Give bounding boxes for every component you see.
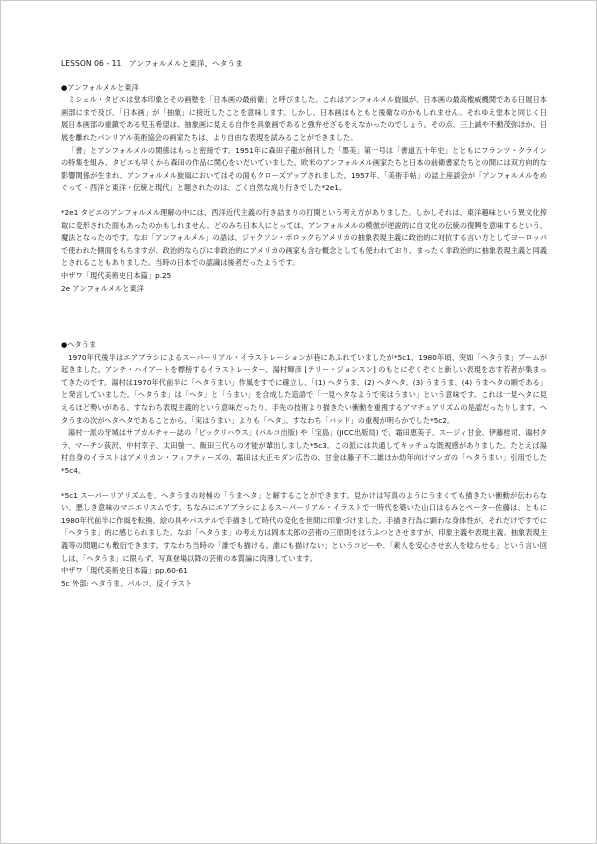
section-heading: ●アンフォルメルと東洋 — [61, 82, 139, 92]
footnote: *5c1 スーパーリアリズムを、ヘタうまの対極の「うまヘタ」と解することができます。見かけは写真のようにうまくても描きたい衝動が伝わらない、悪しき意味のマニエリスムです。ちなみにエアブラシによるスーパーリアル・イラストで一時代を築いた山口はるみとペーター佐藤は、ともに1980年代前半に作風を転換、絵の具やパステルで手描きして時代の変化を世間に印象づけました。手描き行為に顕わな身体性が、それだけですでに「ヘタうま」的に感じられました。なお「ヘタうま」の考え方は岡本太郎の芸術の三原則をほうふつとさせますが、印象主義や表現主義、抽象表現主義等の問題にも敷衍できます。すなわち当時の「誰でも描ける。誰にも描けない」というコピーや、「素人を安心させ玄人を唸らせる」という言い回しは、「ヘタうま」に限らず、写真登場以降の芸術の本質論に肉薄しています。 — [61, 490, 547, 563]
reference: 中ザワ「現代美術史日本篇」pp.60-61 — [61, 566, 188, 576]
lesson-title: LESSON 06 - 11 アンフォルメルと東洋、ヘタうま — [61, 59, 243, 68]
paragraph: 「書」とアンフォルメルの関係はもっと密接です。1951年に森田子龍が創刊した「墨美」第一号は「書道五十年史」とともにフランツ・クラインの特集を組み、タピエも早くから森田の作品に関心をいだいていました。欧米のアンフォルメル画家たちと日本の前衛書家たちとの間には双方向的な影響関係が生まれ、アンフォルメル旋風においてはその面もクローズアップされました。1957年、「美術手帖」の誌上座談会が「アンフォルメルをめぐって - 西洋と東洋・伝統と現代」と題されたのは、ごく自然な成り行きでした*2e1。 — [61, 145, 547, 193]
section-heading: ●ヘタうま — [61, 340, 97, 350]
document-body — [61, 58, 547, 590]
footnote: *2e1 タピエのアンフォルメル理解の中には、西洋近代主義の行き詰まりの打開という考え方がありました。しかしそれは、東洋趣味という異文化搾取に変形された面もあったのかもしれません。どのみち日本人にとっては、アンフォルメルの模倣が逆説的に自文化の伝統の復興を意味するという、魔法となったのです。なお「アンフォルメル」の語は、ジャクソン・ポロックらアメリカの抽象表現主義に政治的に対抗する言い方としてヨーロッパで使われた側面をもちますが、政治的ならびに非政治的にアメリカの画家も含む概念としても使われており、まったく非政治的に抽象表現主義と同義とされることもありました。当時の日本での認識は後者だったようです。 — [61, 207, 547, 268]
reference: 2e アンフォルメルと東洋 — [61, 283, 144, 293]
reference: 中ザワ「現代美術史日本篇」p.25 — [61, 270, 172, 280]
paragraph: 1970年代後半はエアブラシによるスーパーリアル・イラストレーションが巷にあふれていましたが*5c1、1980年頃、突如「ヘタうま」ブームが起きました。アンチ・ハイアートを標榜するイラストレーター、湯村輝彦 [テリー・ジョンスン] のもとにぞくぞくと新しい表現を志す若者が集まってきたのです。湯村は1970年代前半に「ヘタうまい」作風をすでに確立し、「(1) ヘタうま、(2) ヘタヘタ、(3) うまうま、(4) うまヘタの順である」と発言していました。「ヘタうま」は「ヘタ」と「うまい」を合成した造語で「一見ヘタなようで実はうまい」という意味です。これは一見ヘタに見えるほど勢いがある、すなわち表現主義的という意味だったり、手先の技術より描きたい衝動を重視するアマチュアリズムの是認だったりします。ヘタうまの次がヘタヘタであることから、「実はうまい」よりも「ヘタ」、すなわち「バッド」の重視が明らかでした*5c2。 — [61, 352, 547, 425]
paragraph: 湯村一派の牙城はサブカルチャー誌の「ビックリハウス」(パルコ出版) や「宝島」(JICC出版局) で、霜田恵美子、スージィ甘金、伊藤桂司、湯村タラ、マーチン荻沢、中村幸子、太田螢一、飯田三代らの才能が輩出しました*5c3。この派には共通してキッチュな既視感がありました。たとえば湯村自身のイラストはアメリカン・フィフティーズの、霜田は大正モダン広告の、甘金は藤子不二雄ほか幼年向けマンガの「ヘタうまい」引用でした*5c4。 — [61, 428, 547, 476]
reference: 5c 外部: ヘタうま、パルコ、反イラスト — [61, 578, 193, 588]
paragraph: ミシェル・タピエは堂本印象とその画塾を「日本画の最前衛」と呼びました。これはアンフォルメル旋風が、日本画の最高権威機関である日展日本画部にまで及び、「日本画」が「抽象」に接近したことを意味します。しかし、日本画はもともと後衛なのかもしれません。それゆえ堂本と同じく日展日本画部の重鎮である児玉希望は、抽象画に見える自作を具象画であると強弁せざるをえなかったのでしょう。その点、三上誠や不動茂弥ほか、日展を離れたパンリアル美術協会の画家たちは、より自由な表現を試みることができました。 — [61, 95, 547, 142]
section-hetauma — [61, 339, 547, 590]
section-informel-east — [61, 82, 547, 296]
